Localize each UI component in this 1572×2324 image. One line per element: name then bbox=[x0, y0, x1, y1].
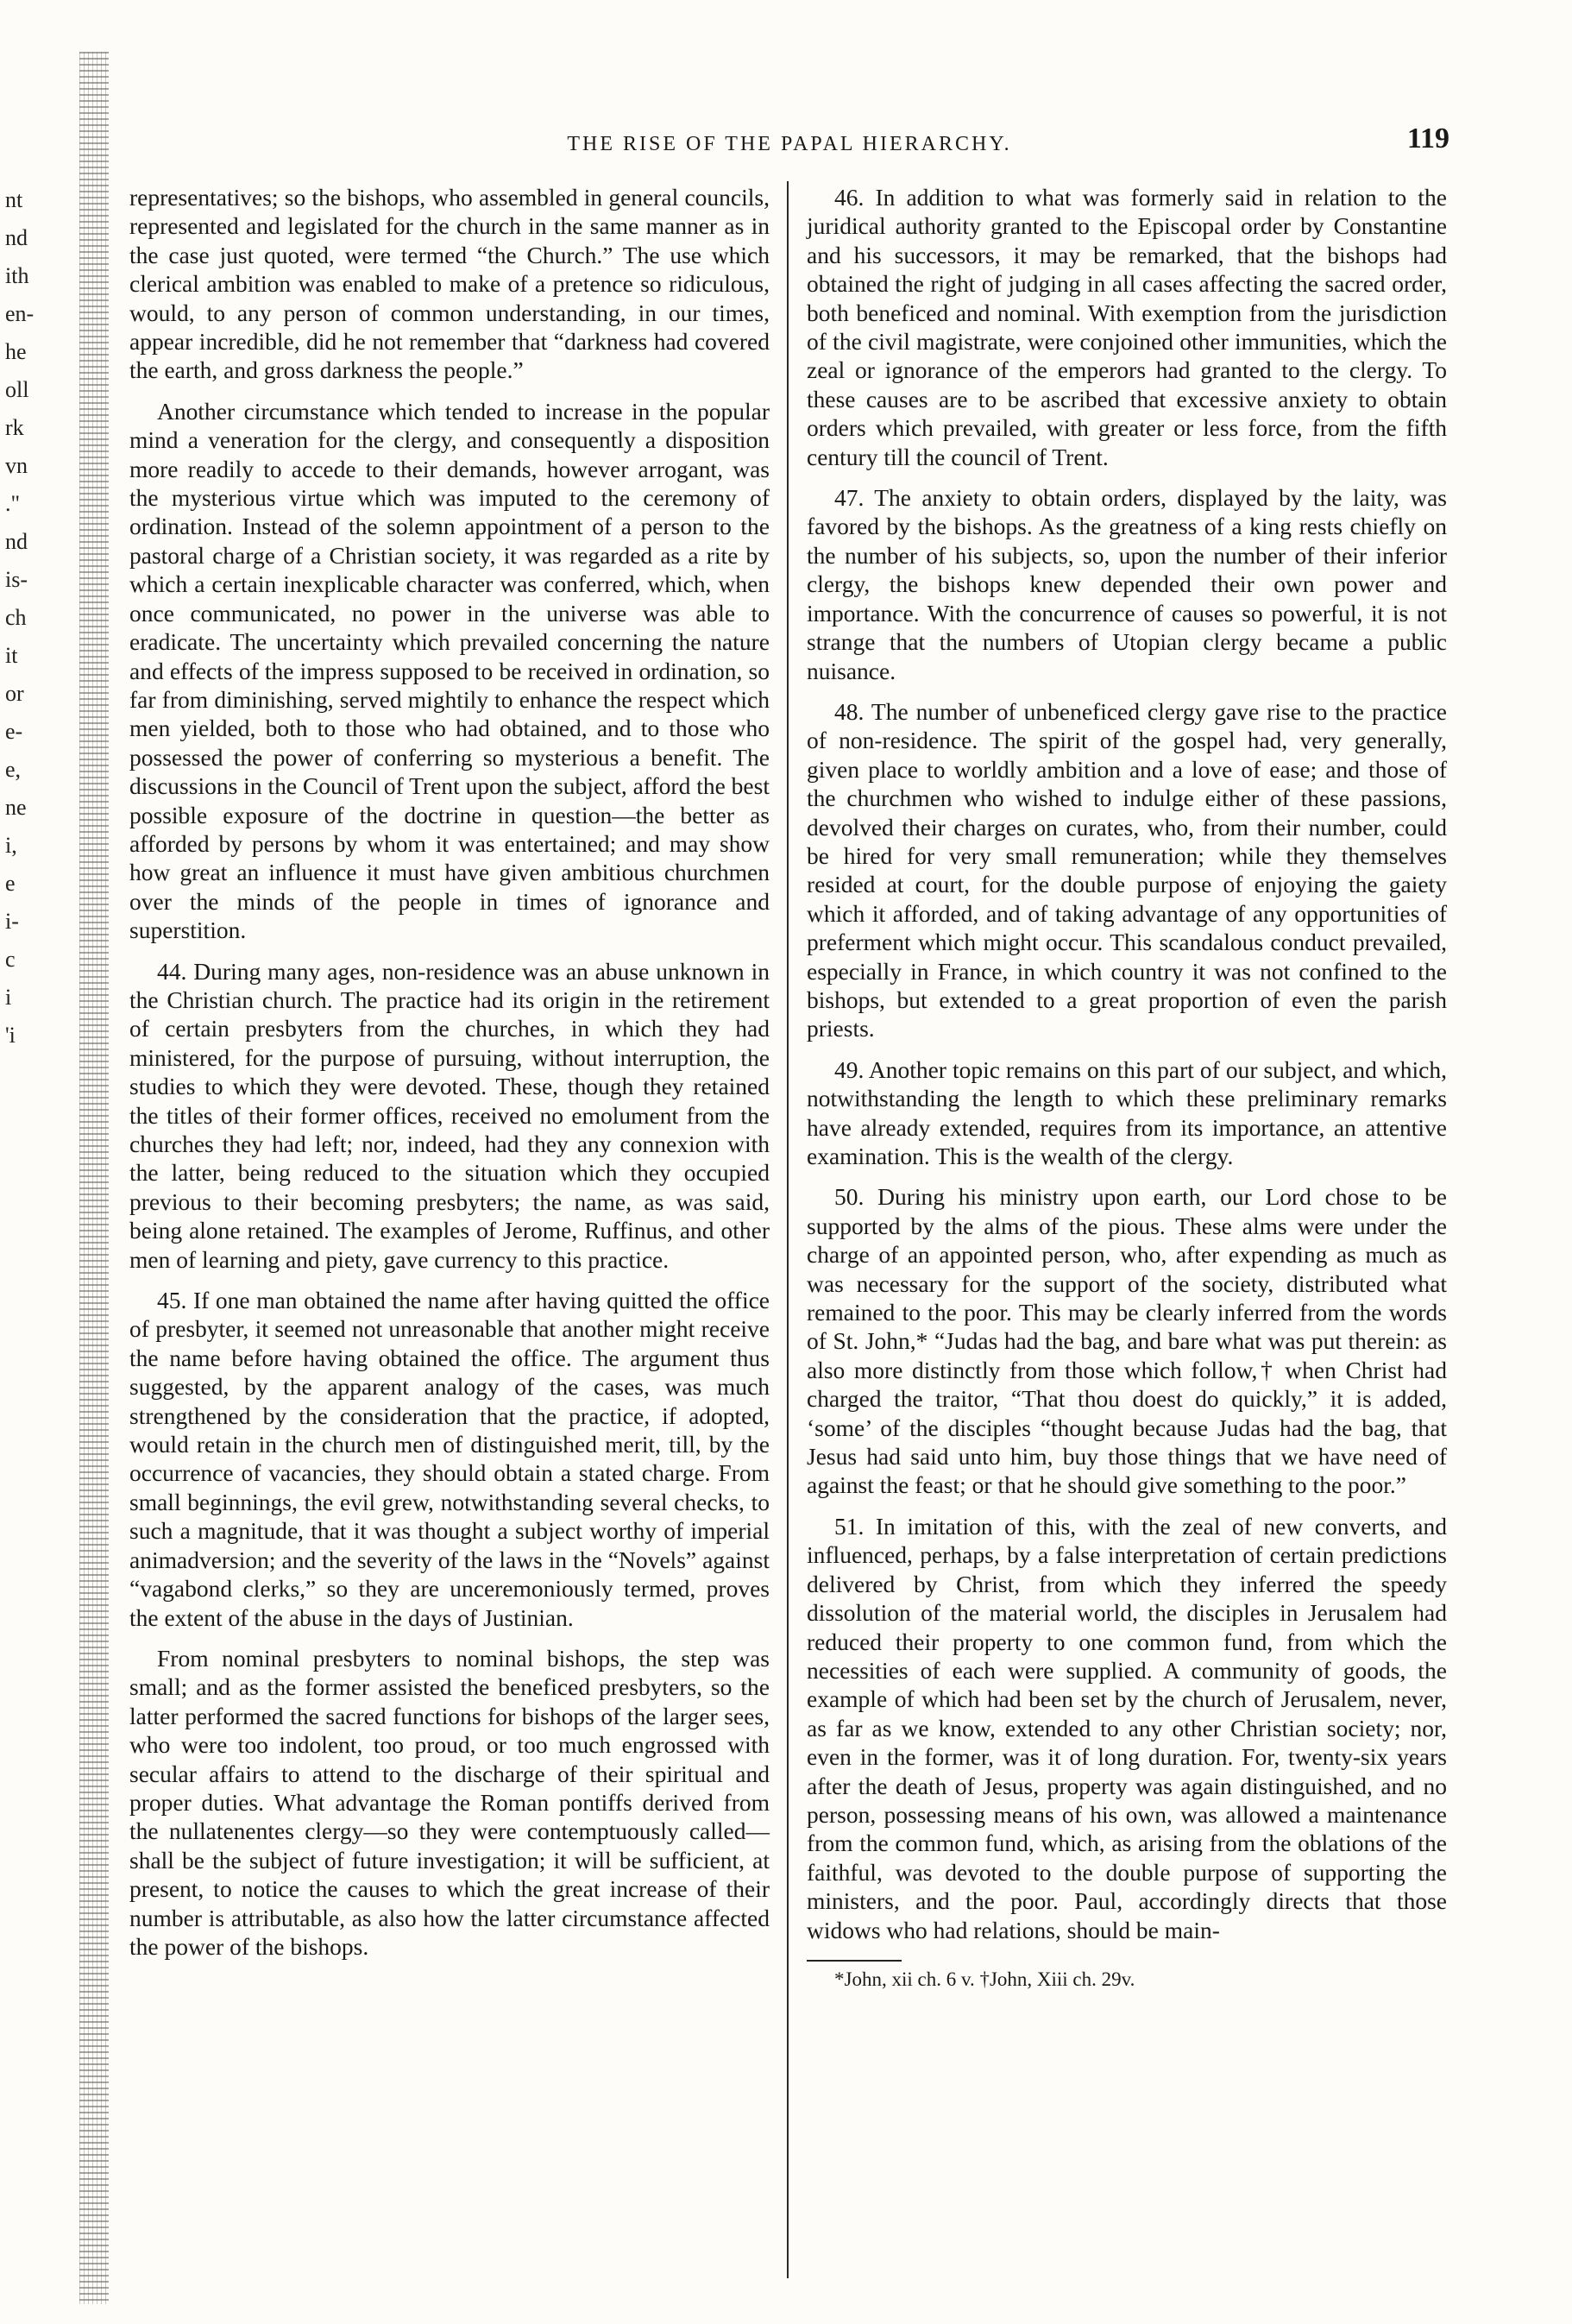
right-column bbox=[807, 183, 1447, 1993]
margin-fragment: it bbox=[5, 643, 18, 668]
margin-fragment: oll bbox=[5, 377, 29, 402]
running-head: THE RISE OF THE PAPAL HIERARCHY. bbox=[567, 133, 1012, 155]
paragraph-51: 51. In imitation of this, with the zeal of new converts, and influenced, perhaps, by a false interpretation of certain predictions delivered by Christ, from which they inferred the speedy dissolution of the material world, the disciples in Jerusalem had reduced their property to one common fund, from which the necessities of each were supplied. A community of goods, the example of which had been set by the church of Jerusalem, never, as far as we know, extended to any other Christian society; nor, even in the former, was it of long duration. For, twenty-six years after the death of Jesus, property was again distinguished, and no person, possessing means of his own, was allowed a maintenance from the common fund, which, as arising from the oblations of the faithful, was devoted to the double purpose of supporting the ministers, and the poor. Paul, accordingly directs that those widows who had relations, should be main- bbox=[807, 1512, 1447, 1943]
paragraph-45: 45. If one man obtained the name after having quitted the office of presbyter, it seemed not unreasonable that another might receive the name before having obtained the office. The argument thus suggested, by the apparent analogy of the cases, was much strengthened by the consideration that the practice, if adopted, would retain in the church men of distinguished merit, till, by the occurrence of vacancies, they should obtain a stated charge. From small beginnings, the evil grew, notwithstanding several checks, to such a magnitude, that it was thought a subject worthy of imperial animadversion; and the severity of the laws in the “Novels” against “vagabond clerks,” so they are unceremoniously termed, proves the extent of the abuse in the days of Justinian. bbox=[129, 1287, 770, 1631]
margin-fragment: nd bbox=[5, 529, 28, 554]
margin-fragment: nd bbox=[5, 225, 28, 250]
facing-page-margin-fragments bbox=[5, 181, 57, 1055]
paragraph-50: 50. During his ministry upon earth, our Lord chose to be supported by the alms of the pious. These alms were under the charge of an appointed person, who, after expending as much as was necessary for the support of the society, distributed what remained to the poor. This may be clearly inferred from the words of St. John,* “Judas had the bag, and bare what was put therein: as also more distinctly from those which follow,† when Christ had charged the traitor, “That thou doest do quickly,” it is added, ‘some’ of the disciples “thought because Judas had the bag, that Jesus had said unto him, buy those things that we have need of against the feast; or that he should give something to the poor.” bbox=[807, 1183, 1447, 1499]
margin-fragment: c bbox=[5, 947, 16, 972]
margin-fragment: ne bbox=[5, 795, 27, 820]
margin-fragment: i bbox=[5, 985, 12, 1010]
margin-fragment: ch bbox=[5, 605, 27, 630]
page-number: 119 bbox=[1406, 123, 1449, 154]
paragraph: From nominal presbyters to nominal bishops, the step was small; and as the former assisted the beneficed presbyters, so the latter performed the sacred functions for bishops of the larger sees, who were too indolent, too proud, or too much engrossed with secular affairs to attend to the discharge of their spiritual and proper duties. What advantage the Roman pontiffs derived from the nullatenentes clergy—so they were contemptuously called—shall be the subject of future investigation; it will be sufficient, at present, to notice the causes to which the great increase of their number is attributable, as also how the latter circumstance affected the power of the bishops. bbox=[129, 1644, 770, 1960]
margin-fragment: en- bbox=[5, 301, 35, 326]
margin-fragment: he bbox=[5, 339, 27, 364]
margin-fragment: nt bbox=[5, 187, 23, 212]
left-column bbox=[129, 183, 770, 1973]
margin-fragment: is- bbox=[5, 567, 28, 592]
paragraph-44: 44. During many ages, non-residence was an abuse unknown in the Christian church. The practice had its origin in the retirement of certain presbyters from the churches, in which they had ministered, for the purpose of pursuing, without interruption, the studies to which they were devoted. These, though they retained the titles of their former offices, received no emolument from the churches they had left; nor, indeed, had they any connexion with the latter, being reduced to the situation which they occupied previous to their becoming presbyters; the name, as was said, being alone retained. The examples of Jerome, Ruffinus, and other men of learning and piety, gave currency to this practice. bbox=[129, 957, 770, 1273]
margin-fragment: or bbox=[5, 681, 24, 706]
footnote: *John, xii ch. 6 v. †John, Xiii ch. 29v. bbox=[834, 1968, 1135, 1990]
paragraph-46: 46. In addition to what was formerly said in relation to the juridical authority granted to the Episcopal order by Constantine and his successors, it may be remarked, that the bishops had obtained the right of judging in all cases affecting the sacred order, both beneficed and nominal. With exemption from the jurisdiction of the civil magistrate, were conjoined other immunities, which the zeal or ignorance of the emperors had granted to the clergy. To these causes are to be ascribed that excessive anxiety to obtain orders which prevailed, with greater or less force, from the fifth century till the council of Trent. bbox=[807, 184, 1447, 470]
paragraph: representatives; so the bishops, who assembled in general councils, represented and legislated for the church in the same manner as in the case just quoted, were termed “the Church.” The use which clerical ambition was enabled to make of a pretence so ridiculous, would, to any person of common understanding, in our times, appear incredible, did he not remember that “darkness had covered the earth, and gross darkness the people.” bbox=[129, 184, 770, 384]
footnote-rule bbox=[807, 1960, 902, 1962]
paragraph-48: 48. The number of unbeneficed clergy gave rise to the practice of non-residence. The spirit of the gospel had, very generally, given place to worldly ambition and a love of ease; and those of the churchmen who wished to indulge either of these passions, devolved their charges on curates, who, from their number, could be hired for very small remuneration; while they themselves resided at court, for the double purpose of enjoying the gaiety which it afforded, and of taking advantage of any opportunities of preferment which might occur. This scandalous conduct prevailed, especially in France, in which country it was not confined to the bishops, but extended to a great proportion of even the parish priests. bbox=[807, 697, 1447, 1042]
margin-fragment: i- bbox=[5, 909, 19, 934]
margin-fragment: vn bbox=[5, 453, 28, 478]
margin-fragment: rk bbox=[5, 415, 24, 440]
page-header bbox=[129, 117, 1449, 169]
column-divider bbox=[787, 181, 789, 2278]
paragraph-47: 47. The anxiety to obtain orders, displayed by the laity, was favored by the bishops. As the greatness of a king rests chiefly on the number of his subjects, so, upon the number of their inferior clergy, the bishops knew depended their own power and importance. With the concurrence of causes so powerful, it is not strange that the numbers of Utopian clergy became a public nuisance. bbox=[807, 484, 1447, 684]
paragraph: Another circumstance which tended to increase in the popular mind a veneration for the clergy, and consequently a disposition more readily to accede to their demands, however arrogant, was the mysterious virtue which was imputed to the ceremony of ordination. Instead of the solemn appointment of a person to the pastoral charge of a Christian society, it was regarded as a rite by which a certain inexplicable character was conferred, which, when once communicated, no power in the universe was able to eradicate. The uncertainty which prevailed concerning the nature and effects of the impress supposed to be received in ordination, so far from diminishing, served mightily to enhance the respect which men yielded, both to those who had obtained, and to those who possessed the power of conferring so mysterious a benefit. The discussions in the Council of Trent upon the subject, afford the best possible exposure of the doctrine in question—the better as afforded by persons by whom it was entertained; and may show how great an influence it must have given ambitious churchmen over the minds of the people in times of ignorance and superstition. bbox=[129, 397, 770, 944]
margin-fragment: 'i bbox=[5, 1023, 16, 1048]
page-binding-edge bbox=[79, 52, 109, 2304]
margin-fragment: i, bbox=[5, 833, 17, 858]
margin-fragment: ." bbox=[5, 491, 21, 516]
margin-fragment: ith bbox=[5, 263, 29, 288]
paragraph-49: 49. Another topic remains on this part of our subject, and which, notwithstanding the length to which these preliminary remarks have already extended, requires from its importance, an attentive examination. This is the wealth of the clergy. bbox=[807, 1055, 1447, 1169]
margin-fragment: e bbox=[5, 871, 16, 896]
margin-fragment: e- bbox=[5, 719, 23, 744]
margin-fragment: e, bbox=[5, 757, 22, 782]
